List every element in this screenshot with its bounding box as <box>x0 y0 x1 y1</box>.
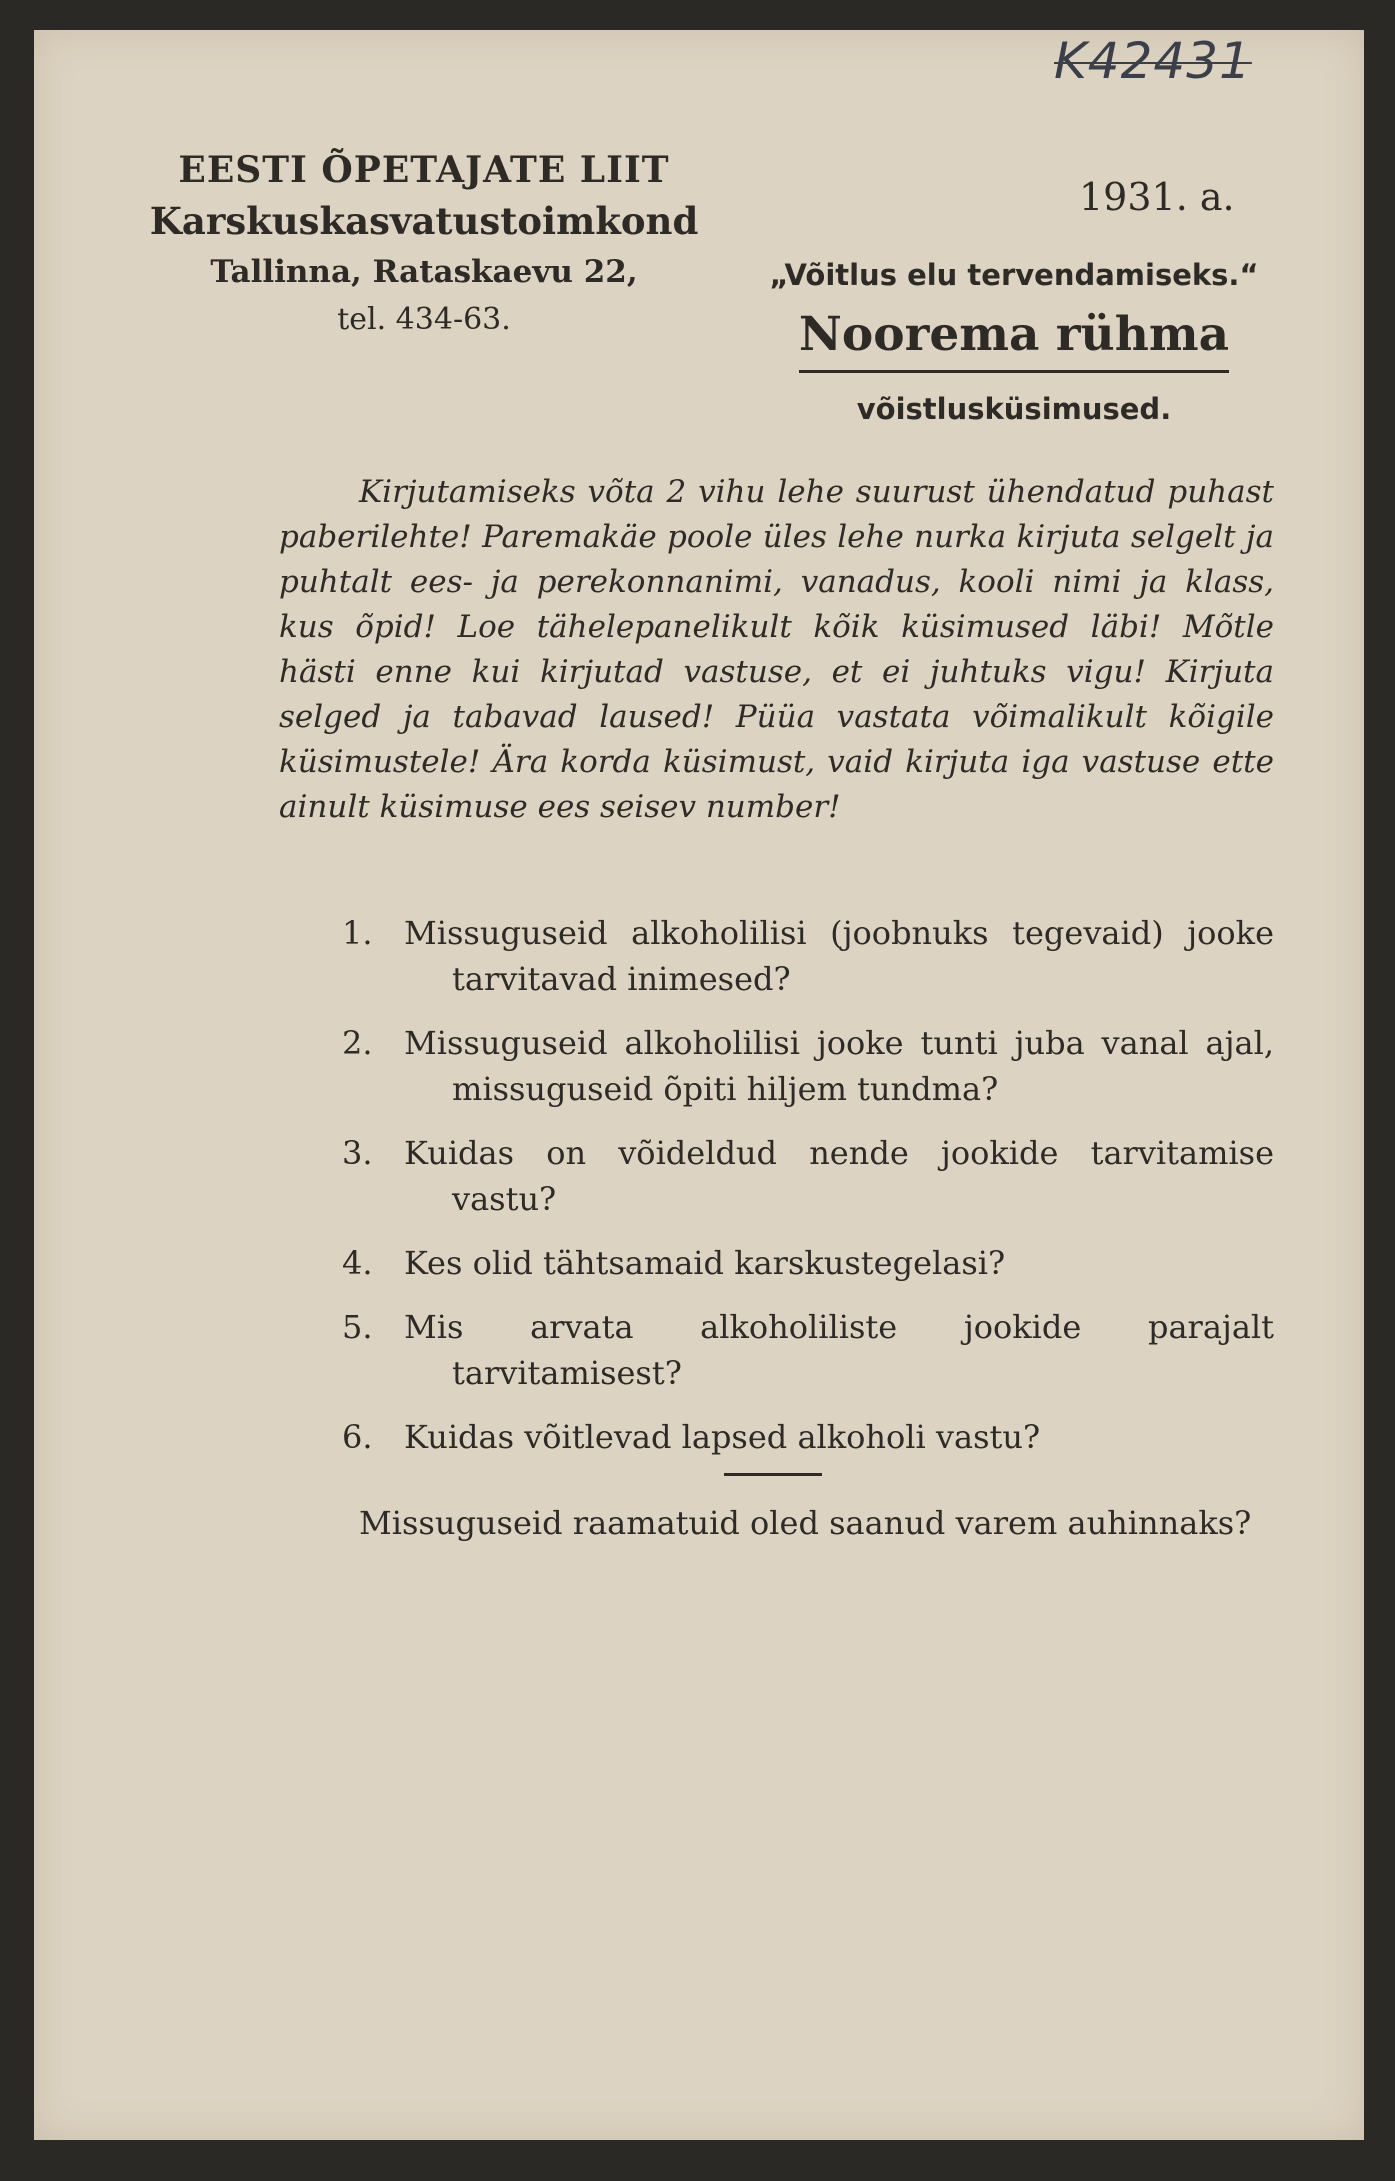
group-title: Noorema rühma <box>798 307 1230 362</box>
motto: „Võitlus elu tervendamiseks.“ <box>769 258 1259 292</box>
question-number: 2. <box>342 1024 373 1062</box>
sender-block <box>144 145 704 343</box>
question-number: 5. <box>342 1308 373 1346</box>
department-name: Karskuskasvatustoimkond <box>149 199 699 243</box>
question-list <box>344 910 1274 1478</box>
section-divider <box>724 1473 822 1476</box>
archive-number: K42431 <box>1054 32 1252 90</box>
organization-name: EESTI ÕPETAJATE LIIT <box>178 149 670 191</box>
document-year: 1931. a. <box>1079 175 1235 219</box>
address: Tallinna, Rataskaevu 22, <box>210 254 638 290</box>
phone-number: tel. 434-63. <box>337 302 511 337</box>
question-text: Missuguseid alkoholilisi jooke tunti juba vanal ajal, missuguseid õpiti hiljem tundma? <box>404 1024 1274 1108</box>
question-number: 3. <box>342 1134 373 1172</box>
closing-question: Missuguseid raamatuid oled saanud varem auhinnaks? <box>359 1504 1252 1542</box>
question-text: Mis arvata alkoholiliste jookide parajalt tarvitamisest? <box>404 1308 1274 1392</box>
document-subtitle: võistlusküsimused. <box>856 392 1172 426</box>
question-text: Kuidas on võideldud nende jookide tarvitamise vastu? <box>404 1134 1274 1218</box>
question-item <box>344 1304 1274 1396</box>
question-item <box>344 1130 1274 1222</box>
question-text: Missuguseid alkoholilisi (joobnuks tegevaid) jooke tarvitavad inimesed? <box>404 914 1274 998</box>
question-text: Kes olid tähtsamaid karskustegelasi? <box>404 1244 1006 1282</box>
instructions-paragraph: Kirjutamiseks võta 2 vihu lehe suurust ühendatud puhast paberilehte! Paremakäe poole üles lehe nurka kirjuta selgelt ja puhtalt ees- ja perekonnanimi, vanadus, kooli nimi ja klass, kus õpid! Loe tähelepanelikult kõik küsimused läbi! Mõtle hästi enne kui kirjutad vastuse, et ei juhtuks vigu! Kirjuta selged ja tabavad laused! Püüa vastata võimalikult kõigile küsimustele! Ära korda küsimust, vaid kirjuta iga vastuse ette ainult küsimuse ees seisev number! <box>279 474 1274 825</box>
question-number: 6. <box>342 1418 373 1456</box>
question-item <box>344 1414 1274 1460</box>
title-block <box>734 250 1294 445</box>
question-item <box>344 1020 1274 1112</box>
question-number: 4. <box>342 1244 373 1282</box>
question-item <box>344 910 1274 1002</box>
question-number: 1. <box>342 914 373 952</box>
document-page <box>34 30 1364 2140</box>
question-text: Kuidas võitlevad lapsed alkoholi vastu? <box>404 1418 1041 1456</box>
question-item <box>344 1240 1274 1286</box>
